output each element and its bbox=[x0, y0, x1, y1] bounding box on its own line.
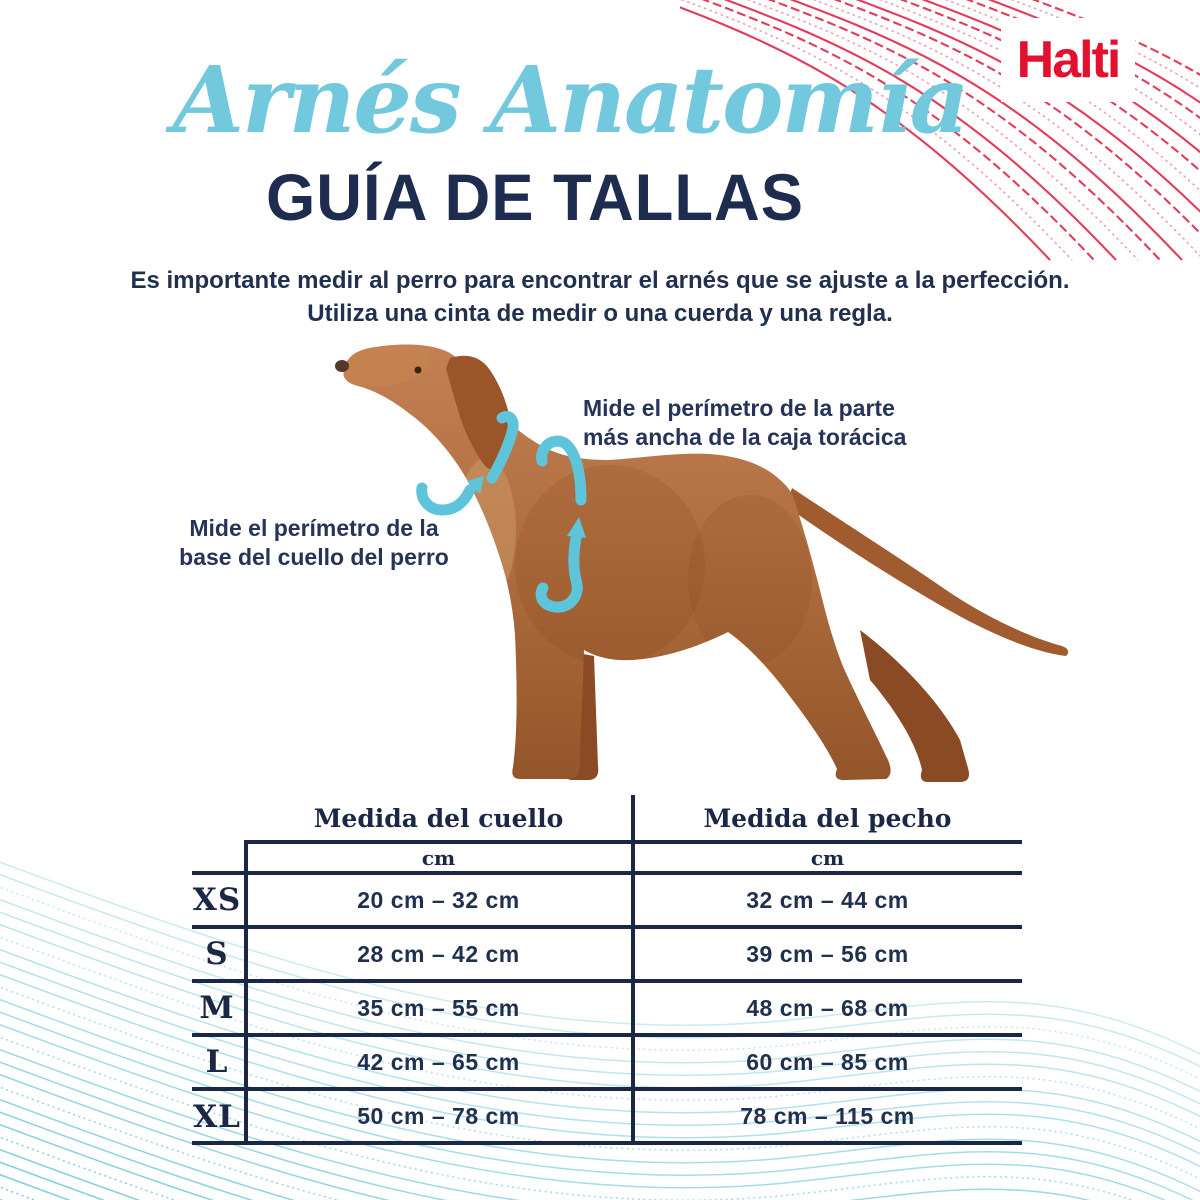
chest-range-xl: 78 cm – 115 cm bbox=[740, 1103, 915, 1129]
unit-neck: cm bbox=[421, 845, 456, 870]
size-label-l: L bbox=[205, 1044, 229, 1080]
intro-line-2: Utiliza una cinta de medir o una cuerda y una regla. bbox=[307, 300, 893, 327]
halti-logo bbox=[1001, 18, 1135, 102]
chest-range-l: 60 cm – 85 cm bbox=[746, 1048, 909, 1075]
neck-range-m: 35 cm – 55 cm bbox=[357, 994, 520, 1021]
chest-note-line-2: más ancha de la caja torácica bbox=[583, 424, 907, 450]
size-label-xs: XS bbox=[192, 882, 242, 918]
neck-range-s: 28 cm – 42 cm bbox=[357, 940, 520, 967]
table-rule bbox=[192, 1087, 1022, 1091]
size-table-grid bbox=[190, 795, 1022, 1145]
dog-nose bbox=[335, 360, 349, 372]
size-label-xl: XL bbox=[193, 1098, 241, 1135]
table-rule bbox=[192, 925, 1022, 929]
neck-range-l: 42 cm – 65 cm bbox=[357, 1048, 520, 1075]
chest-range-m: 48 cm – 68 cm bbox=[746, 994, 909, 1021]
neck-note-line-2: base del cuello del perro bbox=[179, 544, 449, 570]
table-rule bbox=[192, 979, 1022, 983]
column-header-neck: Medida del cuello bbox=[313, 804, 564, 833]
intro-paragraph bbox=[40, 264, 1160, 330]
table-rule bbox=[192, 1141, 1022, 1145]
intro-line-1: Es importante medir al perro para encontrar el arnés que se ajuste a la perfección. bbox=[130, 267, 1070, 294]
chest-range-xs: 32 cm – 44 cm bbox=[746, 886, 909, 913]
product-script-title: Arnés Anatomía bbox=[172, 46, 968, 154]
table-rule bbox=[192, 871, 1022, 875]
chest-measurement-note bbox=[583, 394, 913, 452]
halti-logo-text: Halti bbox=[1016, 31, 1120, 89]
unit-chest: cm bbox=[810, 845, 845, 870]
column-header-chest: Medida del pecho bbox=[703, 804, 952, 833]
chest-range-s: 39 cm – 56 cm bbox=[746, 940, 909, 967]
size-label-s: S bbox=[205, 936, 229, 972]
table-divider bbox=[631, 795, 635, 1145]
size-table bbox=[190, 795, 1022, 1145]
neck-range-xs: 20 cm – 32 cm bbox=[357, 886, 520, 913]
table-rule bbox=[192, 1033, 1022, 1037]
neck-note-line-1: Mide el perímetro de la bbox=[189, 515, 439, 541]
page-title: GUÍA DE TALLAS bbox=[266, 160, 804, 234]
dog-eye bbox=[415, 367, 422, 374]
table-divider bbox=[244, 840, 248, 1145]
neck-range-xl: 50 cm – 78 cm bbox=[357, 1103, 520, 1129]
neck-measurement-note bbox=[168, 514, 460, 572]
size-label-m: M bbox=[199, 990, 235, 1026]
chest-note-line-1: Mide el perímetro de la parte bbox=[583, 395, 895, 421]
